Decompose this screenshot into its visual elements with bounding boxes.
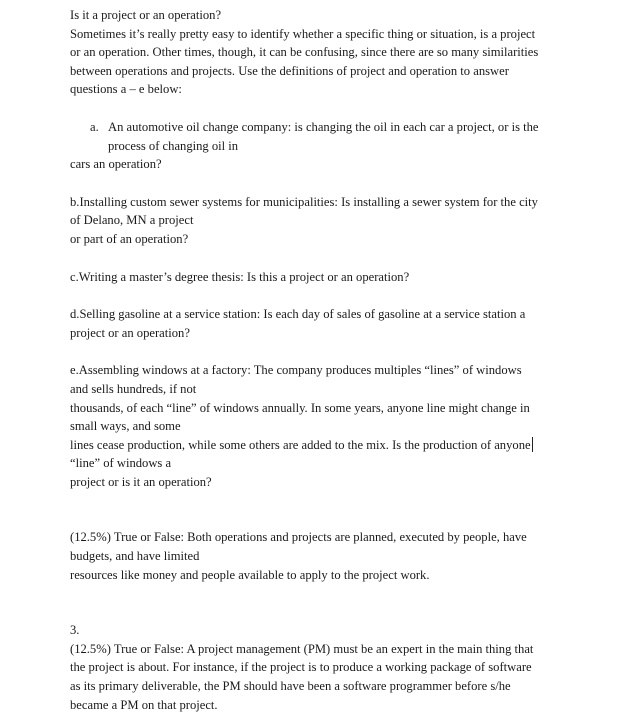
- question-3-line: (12.5%) True or False: A project management (PM) must be an expert in the main thing that: [70, 641, 534, 656]
- intro-line: questions a – e below:: [70, 82, 182, 97]
- question-3-line: the project is about. For instance, if the project is to produce a working package of software: [70, 660, 532, 675]
- intro-line: between operations and projects. Use the definitions of project and operation to answer: [70, 63, 509, 78]
- question-d-line: project or an operation?: [70, 325, 190, 340]
- question-e-line: and sells hundreds, if not: [70, 381, 197, 396]
- question-a-continuation: cars an operation?: [70, 157, 162, 172]
- question-e-line: [70, 436, 575, 455]
- document-page: [70, 6, 575, 714]
- question-b-line: or part of an operation?: [70, 231, 189, 246]
- question-3-line: as its primary deliverable, the PM should have been a software programmer before s/he: [70, 679, 511, 694]
- question-e-line: small ways, and some: [70, 419, 181, 434]
- question-d-line: d.Selling gasoline at a service station: Is each day of sales of gasoline at a service station a: [70, 307, 526, 322]
- question-3-line: became a PM on that project.: [70, 697, 218, 712]
- question-2-line: (12.5%) True or False: Both operations and projects are planned, executed by people, have: [70, 530, 527, 545]
- question-e-line: e.Assembling windows at a factory: The company produces multiples “lines” of windows: [70, 363, 522, 378]
- question-a: [70, 118, 575, 155]
- question-3-number: 3.: [70, 623, 80, 638]
- question-2-line: resources like money and people available to apply to the project work.: [70, 567, 430, 582]
- question-b-line: b.Installing custom sewer systems for municipalities: Is installing a sewer system for the city: [70, 194, 538, 209]
- question-b-line: of Delano, MN a project: [70, 213, 194, 228]
- question-2-line: budgets, and have limited: [70, 549, 200, 564]
- question-e-line: thousands, of each “line” of windows annually. In some years, anyone line might change in: [70, 400, 530, 415]
- intro-line: Sometimes it’s really pretty easy to identify whether a specific thing or situation, is a project: [70, 26, 536, 41]
- question-a-marker: a.: [90, 119, 99, 134]
- document-heading: Is it a project or an operation?: [70, 8, 222, 22]
- question-e-line: project or is it an operation?: [70, 474, 212, 489]
- question-a-line: An automotive oil change company: is changing the oil in each car a project, or is the: [108, 119, 539, 134]
- question-e-line: “line” of windows a: [70, 456, 172, 471]
- intro-line: or an operation. Other times, though, it can be confusing, since there are so many similarities: [70, 45, 539, 60]
- question-c-line: c.Writing a master’s degree thesis: Is this a project or an operation?: [70, 269, 410, 284]
- text-cursor: [532, 437, 533, 452]
- question-e-line-text: lines cease production, while some others are added to the mix. Is the production of anyone: [70, 437, 531, 452]
- question-a-line: process of changing oil in: [108, 138, 239, 153]
